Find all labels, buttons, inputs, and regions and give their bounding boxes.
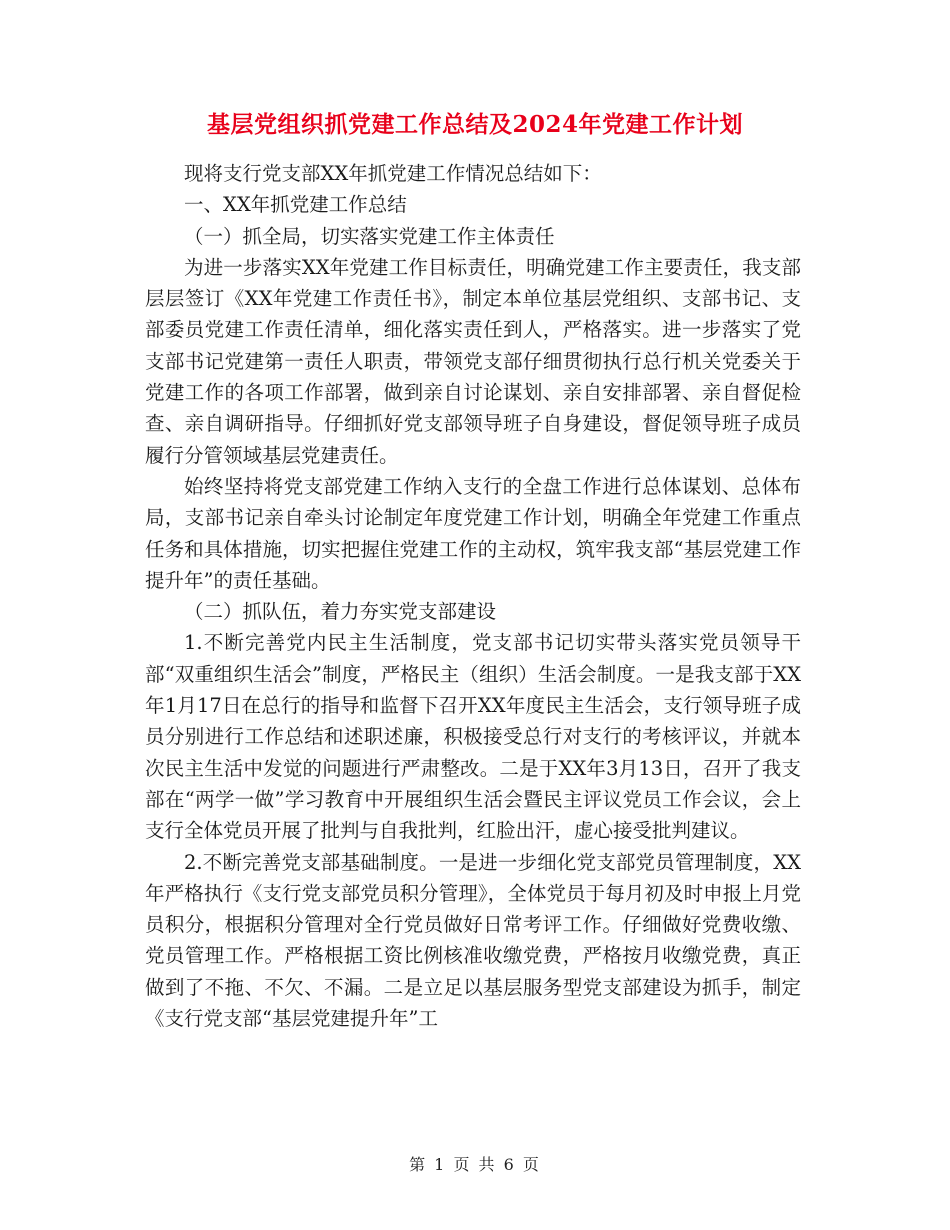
- document-body: [145, 158, 801, 1034]
- page-footer: 第 1 页 共 6 页: [409, 1155, 541, 1174]
- paragraph-intro: 现将支行党支部XX年抓党建工作情况总结如下：: [184, 162, 602, 185]
- paragraph-planning: 始终坚持将党支部党建工作纳入支行的全盘工作进行总体谋划、总体布局，支部书记亲自牵头讨论制定年度党建工作计划，明确全年党建工作重点任务和具体措施，切实把握住党建工作的主动权，筑牢我支部“基层党建工作提升年”的责任基础。: [145, 474, 801, 592]
- subsection-heading-1: （一）抓全局，切实落实党建工作主体责任: [184, 224, 555, 248]
- paragraph-item-1: 1.不断完善党内民主生活制度，党支部书记切实带头落实党员领导干部“双重组织生活会”制度，严格民主（组织）生活会制度。一是我支部于XX年1月17日在总行的指导和监督下召开XX年度民主生活会，支行领导班子成员分别进行工作总结和述职述廉，积极接受总行对支行的考核评议，并就本次民主生活中发觉的问题进行严肃整改。二是于XX年3月13日，召开了我支部在“两学一做”学习教育中开展组织生活会暨民主评议党员工作会议，会上支行全体党员开展了批判与自我批判，红脸出汗，虚心接受批判建议。: [145, 631, 801, 843]
- document-title: 基层党组织抓党建工作总结及2024年党建工作计划: [206, 111, 743, 138]
- section-heading-1: 一、XX年抓党建工作总结: [184, 193, 407, 217]
- subsection-heading-2: （二）抓队伍，着力夯实党支部建设: [184, 600, 497, 624]
- paragraph-responsibility: 为进一步落实XX年党建工作目标责任，明确党建工作主要责任，我支部层层签订《XX年党建工作责任书》，制定本单位基层党组织、支部书记、支部委员党建工作责任清单，细化落实责任到人，严格落实。进一步落实了党支部书记党建第一责任人职责，带领党支部仔细贯彻执行总行机关党委关于党建工作的各项工作部署，做到亲自讨论谋划、亲自安排部署、亲自督促检查、亲自调研指导。仔细抓好党支部领导班子自身建设，督促领导班子成员履行分管领域基层党建责任。: [145, 255, 801, 467]
- paragraph-item-2: 2.不断完善党支部基础制度。一是进一步细化党支部党员管理制度，XX年严格执行《支行党支部党员积分管理》，全体党员于每月初及时申报上月党员积分，根据积分管理对全行党员做好日常考评工作。仔细做好党费收缴、党员管理工作。严格根据工资比例核准收缴党费，严格按月收缴党费，真正做到了不拖、不欠、不漏。二是立足以基层服务型党支部建设为抓手，制定《支行党支部“基层党建提升年”工: [145, 850, 801, 1031]
